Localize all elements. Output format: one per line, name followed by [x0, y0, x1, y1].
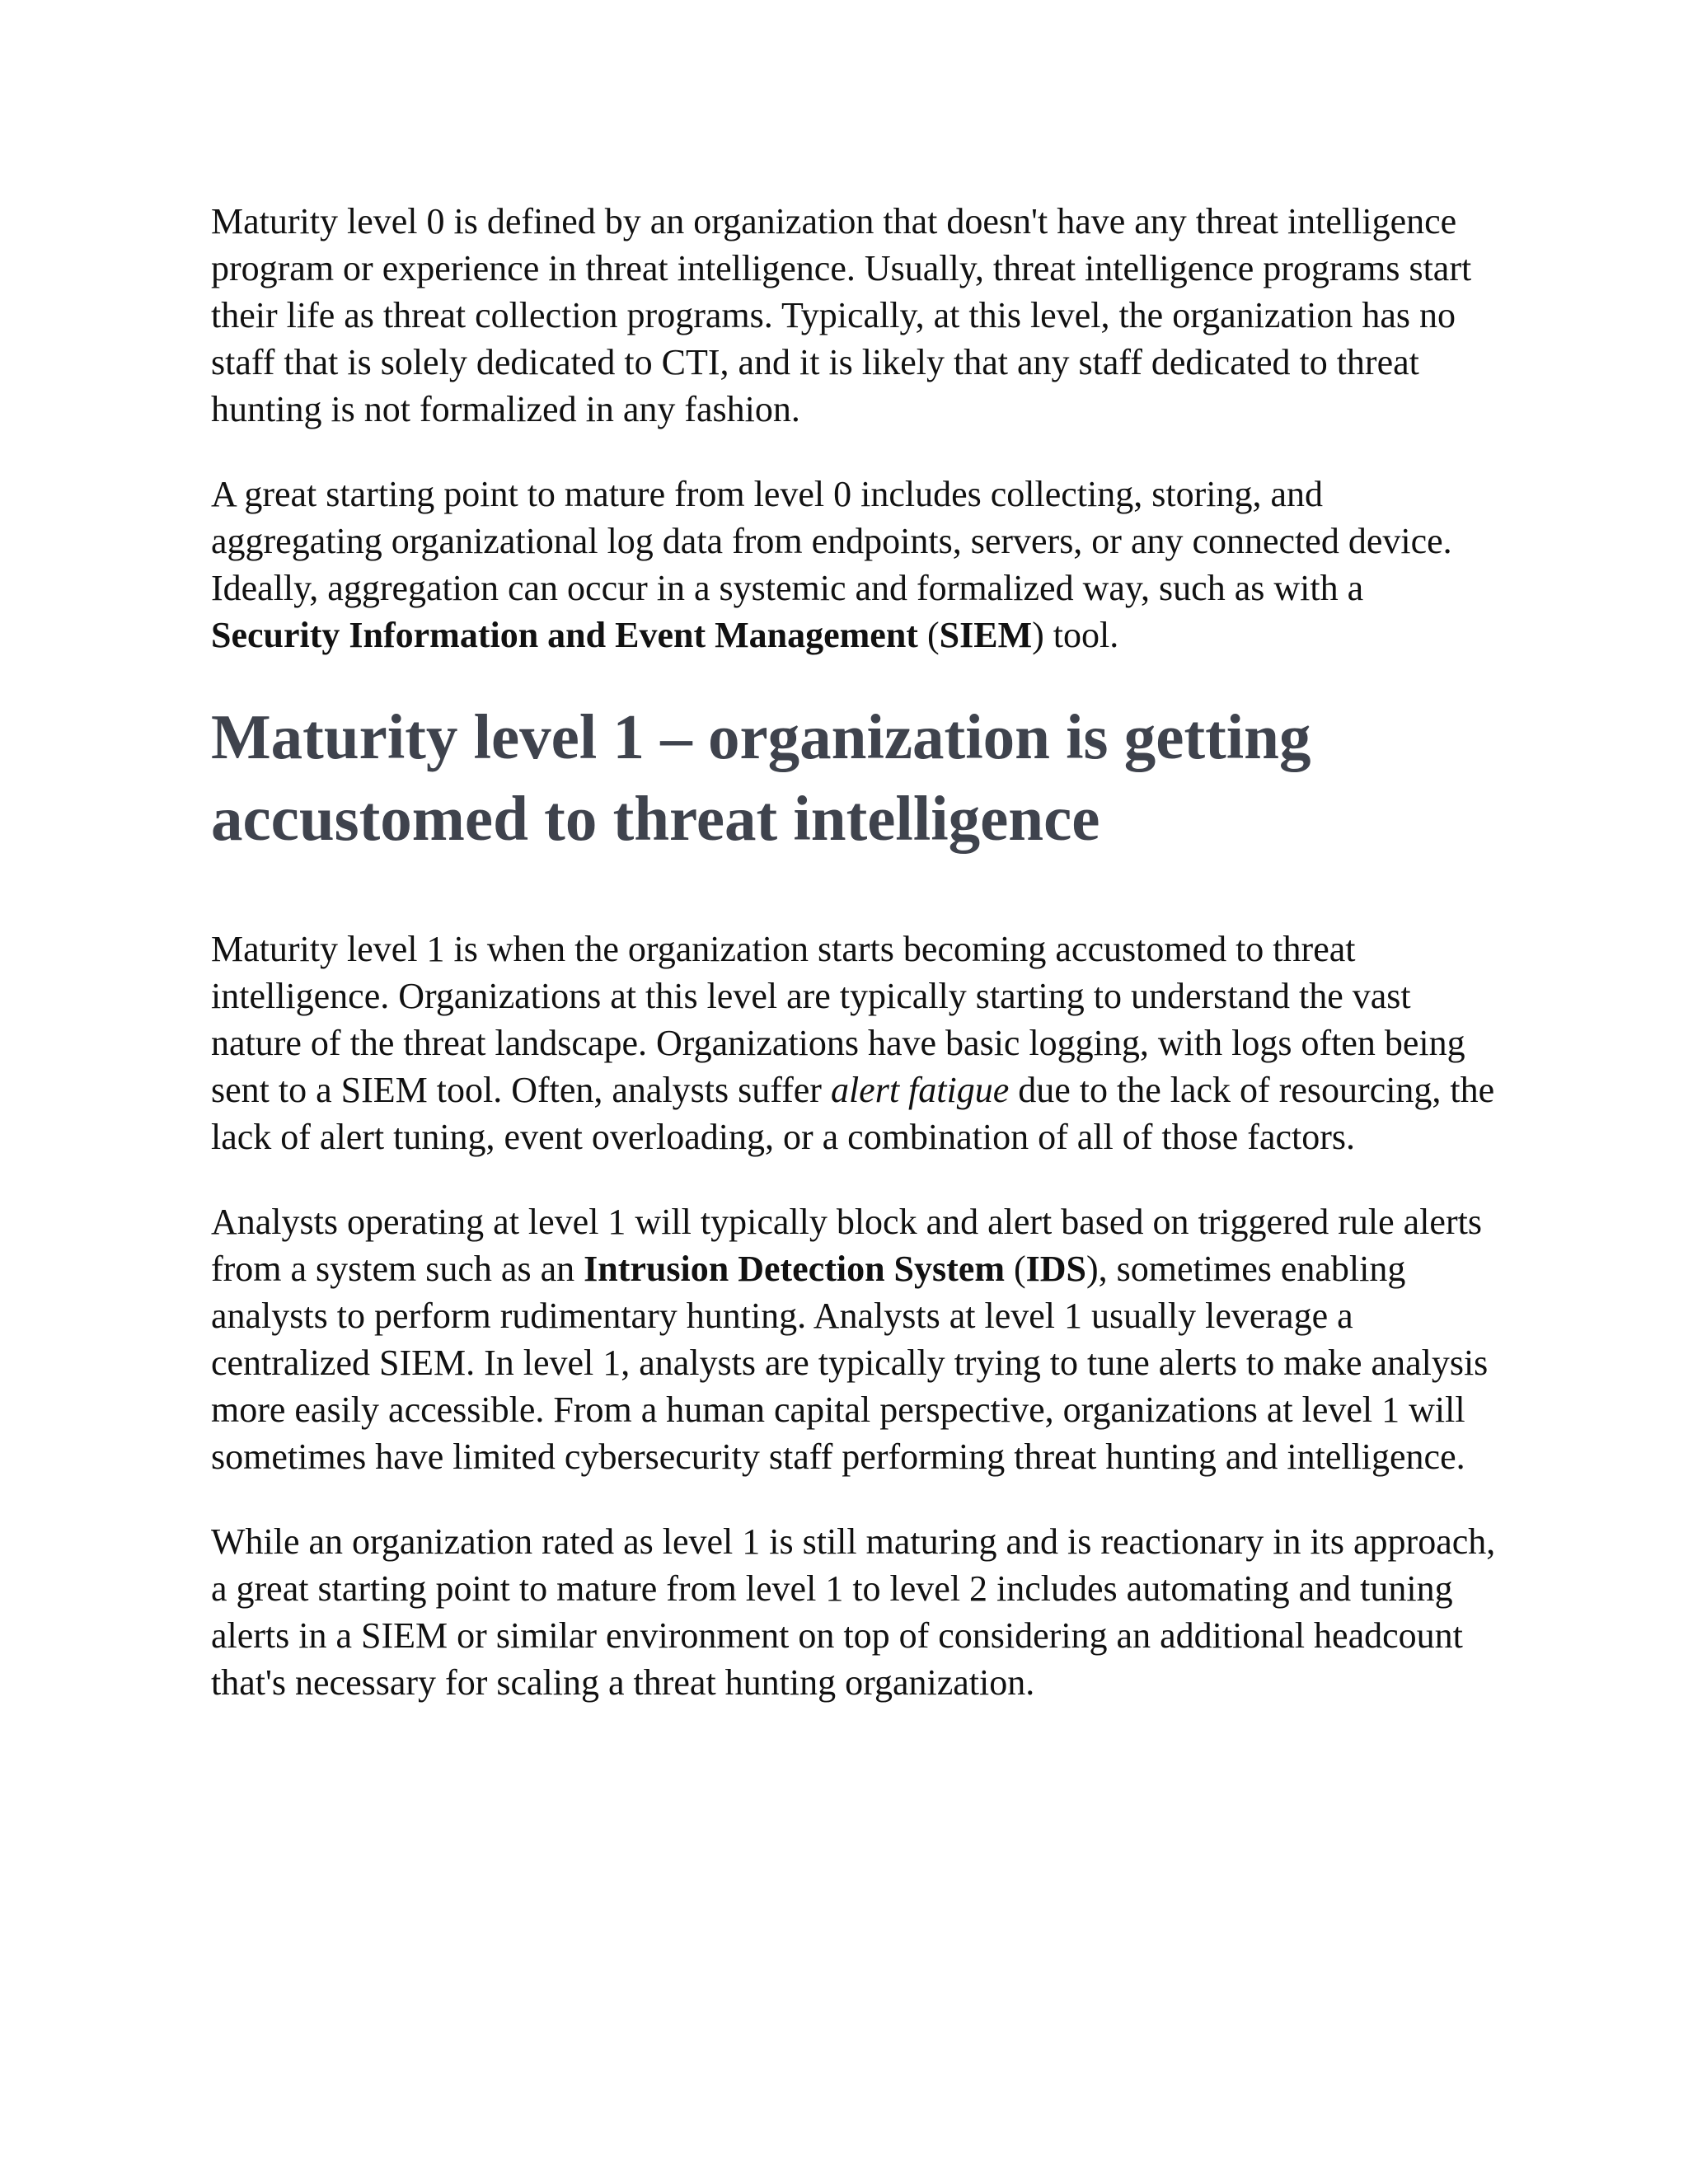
text-run: ( — [1004, 1249, 1026, 1289]
bold-term-siem: Security Information and Event Management — [211, 615, 918, 655]
text-run: A great starting point to mature from level 0 includes collecting, storing, and aggregating organizational log data from endpoints, servers, or any connected device. Ideally, aggregation can occur in a systemic and formalized way, such as with a — [211, 474, 1452, 608]
paragraph-level-1-starting-point: While an organization rated as level 1 is still maturing and is reactionary in its approach, a great starting point to mature from level 1 to level 2 includes automating and tuning alerts in a SIEM or similar environment on top of considering an additional headcount that's necessary for scaling a threat hunting organization. — [211, 1521, 1496, 1703]
bold-acronym-ids: IDS — [1025, 1249, 1087, 1289]
text-run: ) tool. — [1032, 615, 1119, 655]
paragraph-maturity-level-1 — [211, 926, 1497, 1160]
text-run: ( — [917, 615, 940, 655]
text-run: Maturity level 1 is when the organization starts becoming accustomed to threat intelligence. Organizations at this level are typically starting to understand the vast nature of the threat landscape. Organizations have basic logging, with logs often being sent to a SIEM tool. Often, analysts suffer — [211, 929, 1465, 1110]
paragraph-level-1-analysts — [211, 1198, 1497, 1480]
text-run: ), sometimes enabling analysts to perform rudimentary hunting. Analysts at level 1 usually leverage a centralized SIEM. In level 1, analysts are typically trying to tune alerts to make analysis more easily accessible. From a human capital perspective, organizations at level 1 will sometimes have limited cybersecurity staff performing threat hunting and intelligence. — [211, 1249, 1489, 1477]
italic-term-alert-fatigue: alert fatigue — [830, 1070, 1010, 1110]
paragraph-maturity-level-0: Maturity level 0 is defined by an organization that doesn't have any threat intelligence program or experience in threat intelligence. Usually, threat intelligence programs start their life as threat collection programs. Typically, at this level, the organization has no staff that is solely dedicated to CTI, and it is likely that any staff dedicated to threat hunting is not formalized in any fashion. — [211, 201, 1472, 429]
document-page — [211, 198, 1497, 1744]
section-heading-maturity-level-1: Maturity level 1 – organization is getting accustomed to threat intelligence — [211, 701, 1311, 854]
bold-acronym-siem: SIEM — [939, 615, 1033, 655]
bold-term-ids: Intrusion Detection System — [584, 1249, 1005, 1289]
text-run: Analysts operating at level 1 will typically block and alert based on triggered rule alerts from a system such as an — [211, 1202, 1482, 1289]
paragraph-level-0-starting-point — [211, 471, 1497, 658]
text-run: due to the lack of resourcing, the lack of alert tuning, event overloading, or a combination of all of those factors. — [211, 1070, 1495, 1157]
